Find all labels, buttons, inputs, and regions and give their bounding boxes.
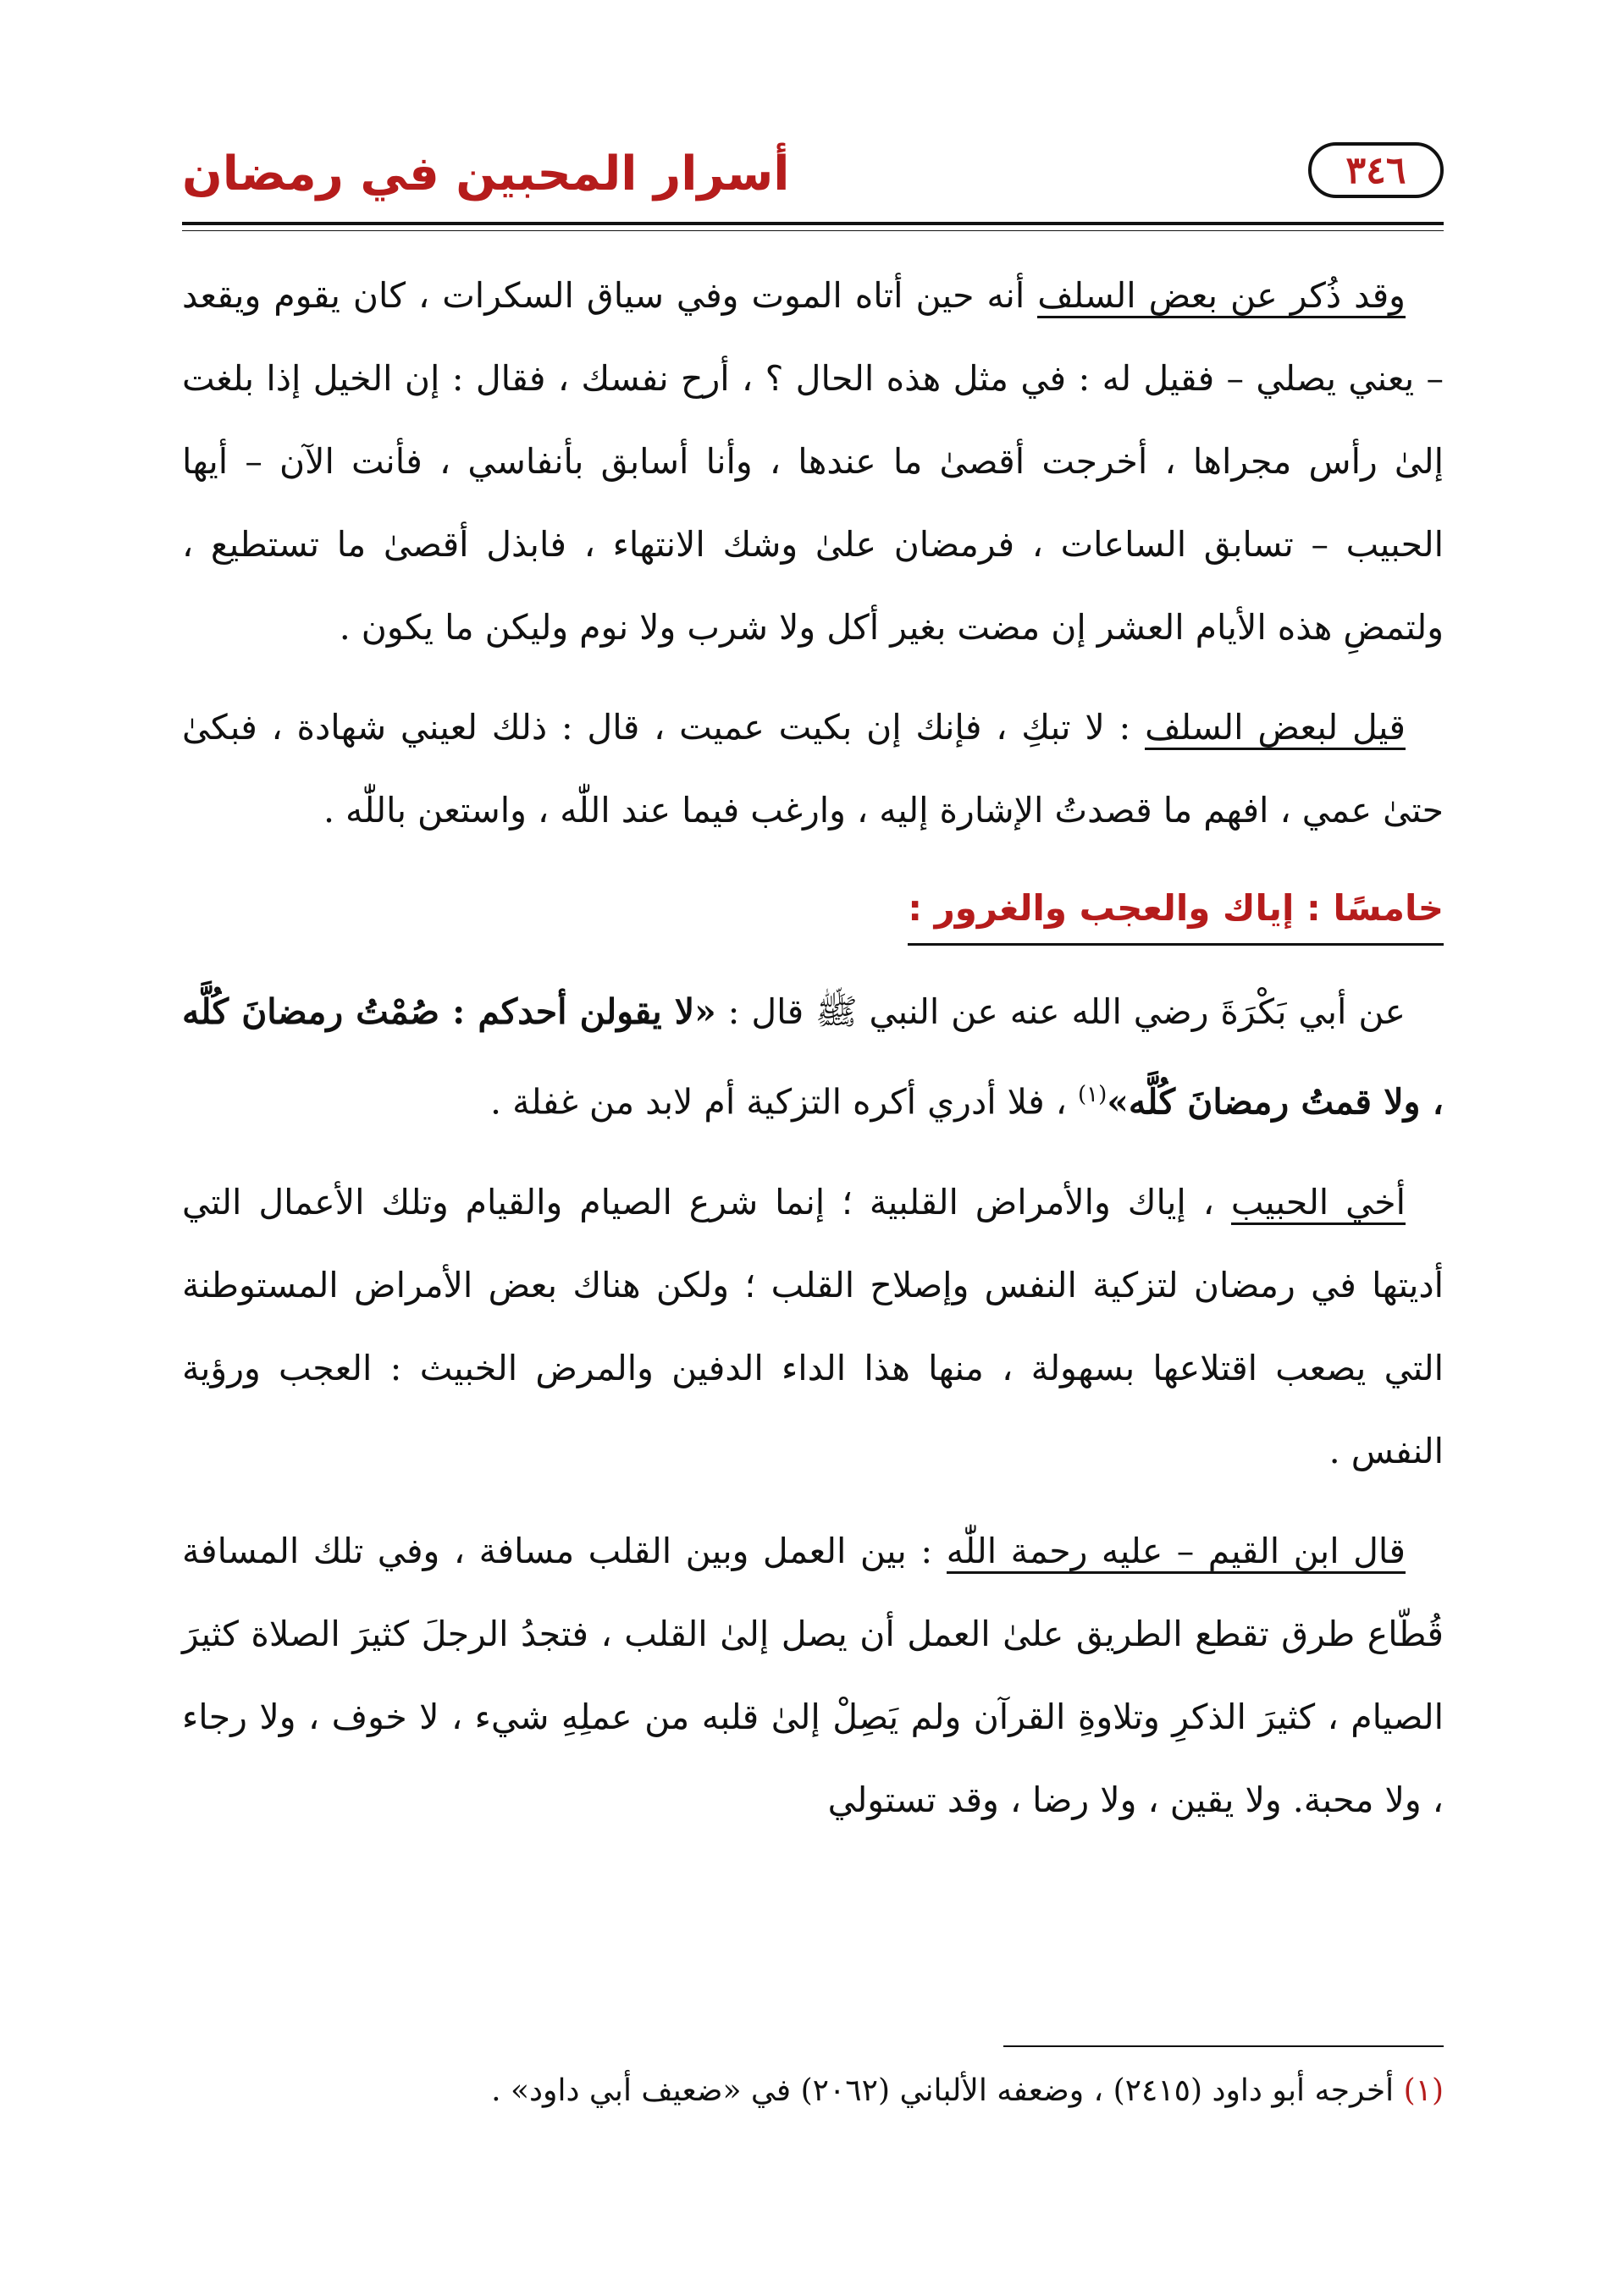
- paragraph-2-text: : لا تبكِ ، فإنك إن بكيت عميت ، قال : ذلك لعيني شهادة ، فبكىٰ حتىٰ عمي ، افهم ما قصدتُ الإشارة إليه ، وارغب فيما عند اللّٰه ، واستعن باللّٰه .: [182, 707, 1444, 831]
- footnote-number: (١): [1403, 2073, 1444, 2108]
- paragraph-3-text: ، فلا أدري أكره التزكية أم لابد من غفلة .: [490, 1081, 1079, 1123]
- footnote: [182, 2066, 1444, 2117]
- hadith-quote: «لا يقولن أحدكم : صُمْتُ رمضانَ كُلَّه ، ولا قمتُ رمضانَ كُلَّه»: [182, 991, 1444, 1123]
- paragraph-5-text: : بين العمل وبين القلب مسافة ، وفي تلك المسافة قُطّاع طرق تقطع الطريق علىٰ العمل أن يصل إلىٰ القلب ، فتجدُ الرجلَ كثيرَ الصلاة كثيرَ الصيام ، كثيرَ الذكرِ وتلاوةِ القرآن ولم يَصِلْ إلىٰ قلبه من عملِهِ شيء ، لا خوف ، ولا رجاء ، ولا محبة. ولا يقين ، ولا رضا ، وقد تستولي: [182, 1530, 1444, 1820]
- header-rule-thick: [182, 222, 1444, 225]
- paragraph-1-lead: وقد ذُكر عن بعض السلف: [1037, 275, 1406, 318]
- paragraph-5: [182, 1510, 1444, 1841]
- paragraph-1-text: أنه حين أتاه الموت وفي سياق السكرات ، كان يقوم ويقعد – يعني يصلي – فقيل له : في مثل هذه الحال ؟ ، أرح نفسك ، فقال : إن الخيل إذا بلغت إلىٰ رأس مجراها ، أخرجت أقصىٰ ما عندها ، وأنا أسابق بأنفاسي ، فأنت الآن – أيها الحبيب – تسابق الساعات ، فرمضان علىٰ وشك الانتهاء ، فابذل أقصىٰ ما تستطيع ، ولتمضِ هذه الأيام العشر إن مضت بغير أكل ولا شرب ولا نوم وليكن ما يكون .: [182, 275, 1444, 648]
- footnote-ref: (١): [1078, 1082, 1108, 1107]
- footnote-rule: [1003, 2045, 1444, 2047]
- section-heading: خامسًا : إياك والعجب والغرور :: [908, 879, 1444, 946]
- page-number: ٣٤٦: [1345, 148, 1406, 192]
- page-number-badge: [1308, 142, 1444, 198]
- paragraph-1: [182, 254, 1444, 669]
- paragraph-2-lead: قيل لبعض السلف: [1145, 707, 1406, 750]
- page-body: [182, 254, 1444, 1841]
- book-title: أسرار المحبين في رمضان: [182, 146, 790, 201]
- paragraph-5-lead: قال ابن القيم – عليه رحمة اللّٰه: [947, 1531, 1406, 1574]
- section-heading-wrap: [182, 867, 1444, 950]
- paragraph-3-intro: عن أبي بَكْرَةَ رضي الله عنه عن النبي ﷺ قال :: [715, 991, 1406, 1032]
- paragraph-3: [182, 970, 1444, 1144]
- header-rule-thin: [182, 230, 1444, 231]
- paragraph-4-text: ، إياك والأمراض القلبية ؛ إنما شرع الصيام والقيام وتلك الأعمال التي أديتها في رمضان لتزكية النفس وإصلاح القلب ؛ ولكن هناك بعض الأمراض المستوطنة التي يصعب اقتلاعها بسهولة ، منها هذا الداء الدفين والمرض الخبيث : العجب ورؤية النفس .: [182, 1181, 1444, 1471]
- paragraph-4-lead: أخي الحبيب: [1231, 1182, 1406, 1225]
- paragraph-4: [182, 1161, 1444, 1493]
- paragraph-2: [182, 686, 1444, 852]
- page-header: [182, 127, 1444, 220]
- footnote-text: أخرجه أبو داود (٢٤١٥) ، وضعفه الألباني (٢٠٦٢) في «ضعيف أبي داود» .: [491, 2073, 1404, 2108]
